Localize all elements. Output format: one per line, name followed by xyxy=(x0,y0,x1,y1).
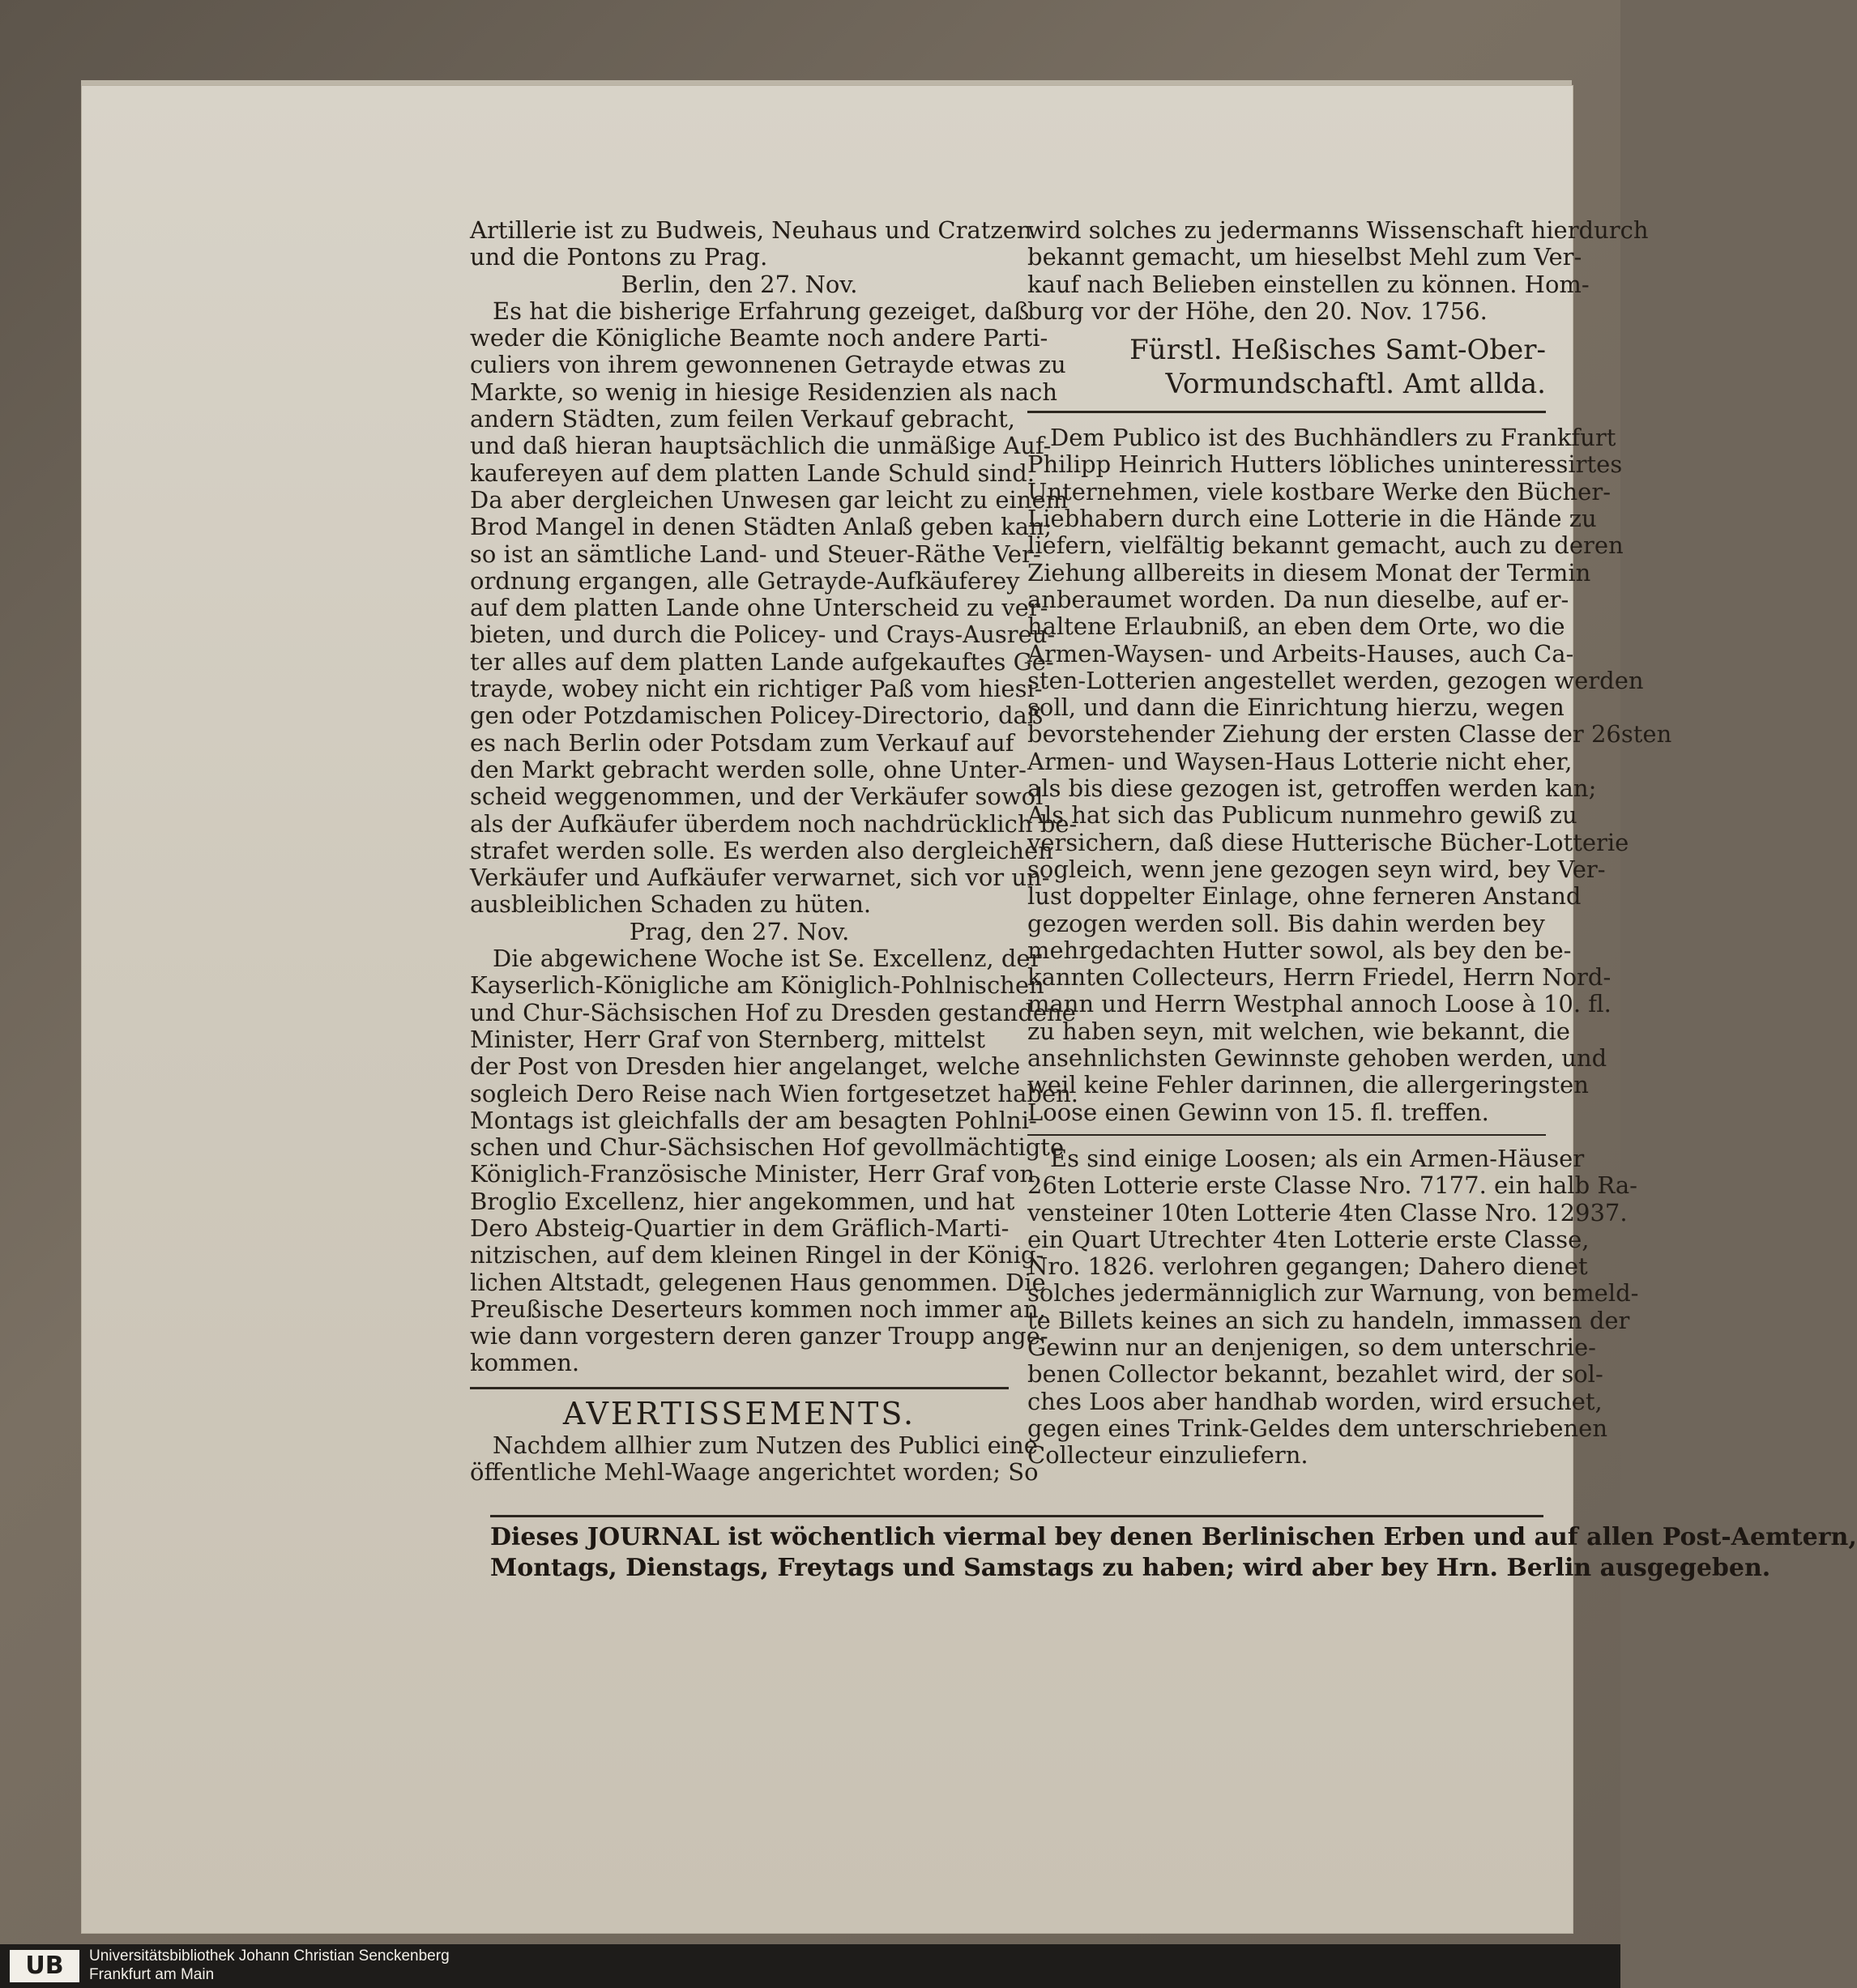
text-line: Es hat die bisherige Erfahrung gezeiget, daß xyxy=(493,296,1030,325)
section-divider xyxy=(470,1387,1009,1389)
text-line: es nach Berlin oder Potsdam zum Verkauf auf xyxy=(470,728,1014,757)
text-line: wie dann vorgestern deren ganzer Troupp ange- xyxy=(470,1322,1048,1350)
text-line: ausbleiblichen Schaden zu hüten. xyxy=(470,890,872,919)
text-line: Philipp Heinrich Hutters löbliches uninteressirtes xyxy=(1027,450,1623,479)
text-line: mann und Herrn Westphal annoch Loose à 10. fl. xyxy=(1027,990,1612,1018)
prag-dateline: Prag, den 27. Nov. xyxy=(629,917,850,945)
text-line: ches Loos aber handhab worden, wird ersuchet, xyxy=(1027,1387,1603,1415)
text-line: Artillerie ist zu Budweis, Neuhaus und Cratzen xyxy=(470,216,1032,244)
text-line: sogleich Dero Reise nach Wien fortgesetzet haben. xyxy=(470,1079,1079,1107)
text-line: gen oder Potzdamischen Policey-Directorio, daß xyxy=(470,702,1044,730)
text-line: Collecteur einzuliefern. xyxy=(1027,1441,1308,1470)
text-line: so ist an sämtliche Land- und Steuer-Räthe Ver- xyxy=(470,540,1041,568)
text-line: Nro. 1826. verlohren gegangen; Dahero dienet xyxy=(1027,1252,1588,1281)
footer-rule xyxy=(490,1515,1543,1517)
signature-block xyxy=(1027,333,1546,401)
text-line: und die Pontons zu Prag. xyxy=(470,243,768,271)
text-line: benen Collector bekannt, bezahlet wird, der sol- xyxy=(1027,1360,1603,1389)
text-line: scheid weggenommen, und der Verkäufer sowol xyxy=(470,783,1044,811)
footer-line: Montags, Dienstags, Freytags und Samstags zu haben; wird aber bey Hrn. Berlin ausgegeben. xyxy=(490,1554,1771,1582)
text-line: auf dem platten Lande ohne Unterscheid zu ver- xyxy=(470,594,1048,622)
right-column xyxy=(1027,216,1672,1470)
text-line: Die abgewichene Woche ist Se. Excellenz, der xyxy=(493,945,1042,973)
text-line: kannten Collecteurs, Herrn Friedel, Herrn Nord- xyxy=(1027,963,1612,992)
text-line: burg vor der Höhe, den 20. Nov. 1756. xyxy=(1027,296,1488,325)
text-line: Armen- und Waysen-Haus Lotterie nicht eher, xyxy=(1027,747,1573,775)
text-line: wird solches zu jedermanns Wissenschaft hierdurch xyxy=(1027,216,1649,244)
footer-line: Dieses JOURNAL ist wöchentlich viermal bey denen Berlinischen Erben und auf allen Post-Aemtern, xyxy=(490,1523,1857,1551)
text-line: Königlich-Französische Minister, Herr Graf von xyxy=(470,1160,1035,1188)
text-line: lichen Altstadt, gelegenen Haus genommen. Die xyxy=(470,1268,1046,1296)
text-line: vensteiner 10ten Lotterie 4ten Classe Nro. 12937. xyxy=(1027,1198,1628,1227)
section-divider xyxy=(1027,411,1546,413)
text-line: als der Aufkäufer überdem noch nachdrücklich be- xyxy=(470,809,1078,838)
text-line: Armen-Waysen- und Arbeits-Hauses, auch Ca- xyxy=(1027,639,1574,668)
text-line: Preußische Deserteurs kommen noch immer an, xyxy=(470,1295,1046,1323)
book-lottery-notice xyxy=(1027,424,1672,1126)
text-line: strafet werden solle. Es werden also dergleichen xyxy=(470,836,1053,864)
text-line: mehrgedachten Hutter sowol, als bey den be- xyxy=(1027,936,1572,964)
text-line: zu haben seyn, mit welchen, wie bekannt, die xyxy=(1027,1017,1570,1045)
library-name: Universitätsbibliothek Johann Christian Senckenberg xyxy=(89,1947,450,1965)
text-line: Minister, Herr Graf von Sternberg, mittelst xyxy=(470,1025,986,1053)
journal-footer xyxy=(490,1515,1857,1584)
text-line: Broglio Excellenz, hier angekommen, und hat xyxy=(470,1187,1015,1215)
text-line: nitzischen, auf dem kleinen Ringel in der König- xyxy=(470,1241,1044,1269)
berlin-report xyxy=(470,296,1078,919)
text-line: haltene Erlaubniß, an eben dem Orte, wo die xyxy=(1027,612,1565,641)
text-line: soll, und dann die Einrichtung hierzu, wegen xyxy=(1027,693,1565,722)
text-line: Dero Absteig-Quartier in dem Gräflich-Marti- xyxy=(470,1214,1010,1242)
berlin-dateline: Berlin, den 27. Nov. xyxy=(621,270,858,298)
text-line: te Billets keines an sich zu handeln, immassen der xyxy=(1027,1306,1630,1334)
text-line: Liebhabern durch eine Lotterie in die Hände zu xyxy=(1027,505,1597,533)
signature-line: Vormundschaftl. Amt allda. xyxy=(1165,368,1546,401)
text-line: den Markt gebracht werden solle, ohne Unter- xyxy=(470,755,1027,783)
text-line: Gewinn nur an denjenigen, so dem unterschrie- xyxy=(1027,1333,1596,1361)
text-line: der Post von Dresden hier angelanget, welche xyxy=(470,1052,1021,1081)
text-line: weil keine Fehler darinnen, die allergeringsten xyxy=(1027,1071,1589,1099)
text-line: trayde, wobey nicht ein richtiger Paß vom hiesi- xyxy=(470,675,1043,703)
text-line: Als hat sich das Publicum nunmehro gewiß zu xyxy=(1027,801,1577,830)
text-line: bieten, und durch die Policey- und Crays-Ausreu- xyxy=(470,621,1056,649)
lost-lottery-tickets-notice xyxy=(1027,1144,1639,1470)
left-column xyxy=(470,216,1079,1487)
text-line: kaufereyen auf dem platten Lande Schuld sind. xyxy=(470,459,1035,487)
library-city: Frankfurt am Main xyxy=(89,1966,215,1983)
text-line: Unternehmen, viele kostbare Werke den Bücher- xyxy=(1027,477,1612,506)
text-line: andern Städten, zum feilen Verkauf gebracht, xyxy=(470,405,1015,433)
text-line: bevorstehender Ziehung der ersten Classe der 26sten xyxy=(1027,720,1672,749)
text-line: ordnung ergangen, alle Getrayde-Aufkäuferey xyxy=(470,566,1020,595)
text-line: Es sind einige Loosen; als ein Armen-Häuser xyxy=(1050,1144,1585,1172)
text-line: Da aber dergleichen Unwesen gar leicht zu einem xyxy=(470,485,1069,514)
text-line: Verkäufer und Aufkäufer verwarnet, sich vor un- xyxy=(470,864,1050,892)
text-line: weder die Königliche Beamte noch andere Parti- xyxy=(470,324,1048,352)
text-line: gegen eines Trink-Geldes dem unterschriebenen xyxy=(1027,1414,1607,1442)
text-line: öffentliche Mehl-Waage angerichtet worden; So xyxy=(470,1458,1039,1487)
text-line: ter alles auf dem platten Lande aufgekauftes Ge- xyxy=(470,647,1054,676)
text-line: ein Quart Utrechter 4ten Lotterie erste Classe, xyxy=(1027,1225,1590,1253)
text-line: Markte, so wenig in hiesige Residenzien als nach xyxy=(470,378,1058,406)
text-line: Montags ist gleichfalls der am besagten Pohlni- xyxy=(470,1106,1037,1134)
text-line: Kayserlich-Königliche am Königlich-Pohlnischen xyxy=(470,971,1044,1000)
text-line: gezogen werden soll. Bis dahin werden bey xyxy=(1027,909,1545,937)
avertissements-heading: AVERTISSEMENTS. xyxy=(562,1395,916,1431)
ub-logo: UB xyxy=(10,1950,79,1982)
text-line: Dem Publico ist des Buchhändlers zu Frankfurt xyxy=(1050,424,1616,452)
text-line: sten-Lotterien angestellet werden, gezogen werden xyxy=(1027,666,1644,694)
text-line: ansehnlichsten Gewinnste gehoben werden, und xyxy=(1027,1044,1607,1073)
text-line: lust doppelter Einlage, ohne ferneren Anstand xyxy=(1027,882,1582,911)
text-line: Ziehung allbereits in diesem Monat der Termin xyxy=(1027,558,1591,587)
mehl-waage-notice-continued xyxy=(1027,216,1649,325)
signature-line: Fürstl. Heßisches Samt-Ober- xyxy=(1129,334,1546,367)
text-line: liefern, vielfältig bekannt gemacht, auch zu deren xyxy=(1027,531,1624,560)
text-line: versichern, daß diese Hutterische Bücher-Lotterie xyxy=(1027,828,1629,856)
section-divider xyxy=(1027,1134,1546,1136)
text-line: culiers von ihrem gewonnenen Getrayde etwas zu xyxy=(470,351,1066,379)
text-line: kauf nach Belieben einstellen zu können. Hom- xyxy=(1027,270,1590,298)
text-line: Nachdem allhier zum Nutzen des Publici eine xyxy=(493,1431,1038,1460)
text-line: und daß hieran hauptsächlich die unmäßige Auf- xyxy=(470,432,1052,460)
text-line: als bis diese gezogen ist, getroffen werden kan; xyxy=(1027,774,1597,803)
text-line: schen und Chur-Sächsischen Hof gevollmächtigte xyxy=(470,1133,1065,1162)
text-line: bekannt gemacht, um hieselbst Mehl zum Ver- xyxy=(1027,243,1582,271)
artillery-paragraph xyxy=(470,216,1032,271)
mehl-waage-notice xyxy=(470,1431,1039,1487)
text-line: Brod Mangel in denen Städten Anlaß geben kan; xyxy=(470,513,1052,541)
text-line: solches jedermänniglich zur Warnung, von bemeld- xyxy=(1027,1279,1639,1308)
text-line: 26ten Lotterie erste Classe Nro. 7177. ein halb Ra- xyxy=(1027,1171,1637,1200)
text-line: kommen. xyxy=(470,1349,580,1377)
text-line: Loose einen Gewinn von 15. fl. treffen. xyxy=(1027,1098,1489,1126)
text-line: sogleich, wenn jene gezogen seyn wird, bey Ver- xyxy=(1027,855,1606,883)
prag-report xyxy=(470,945,1079,1377)
text-line: anberaumet worden. Da nun dieselbe, auf er- xyxy=(1027,585,1569,613)
text-line: und Chur-Sächsischen Hof zu Dresden gestandene xyxy=(470,998,1076,1026)
